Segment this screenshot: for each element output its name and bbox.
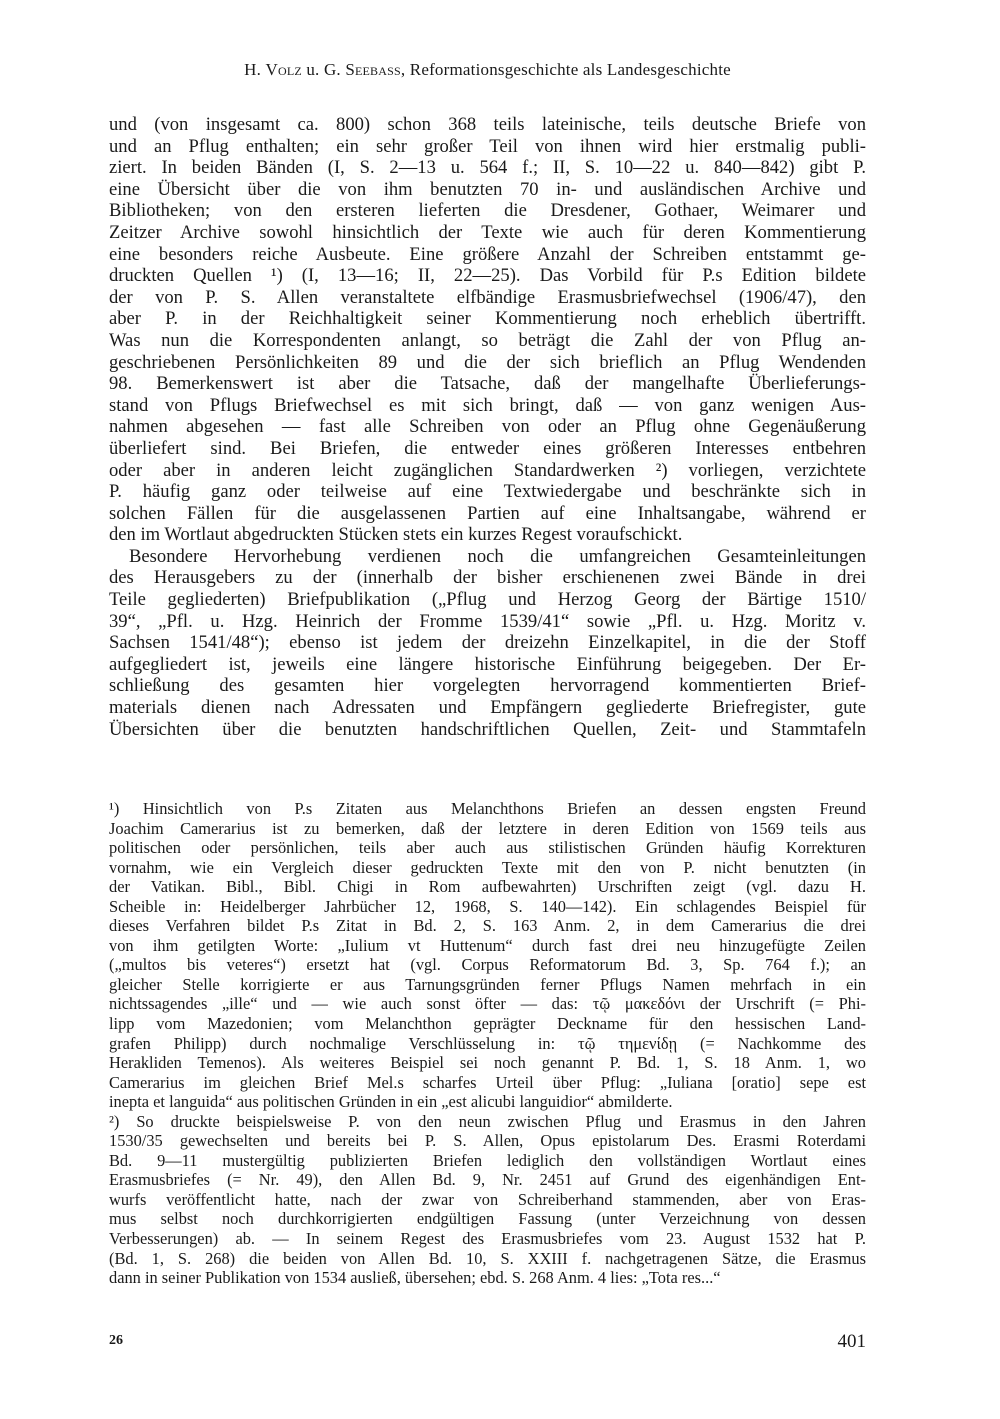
body-line: stand von Pflugs Briefwechsel es mit sich bringt, daß — von ganz wenigen Aus- bbox=[109, 394, 866, 416]
footnote-line: Herakliden Temenos). Als weiteres Beispiel sei noch genannt P. Bd. 1, S. 18 Anm. 1, wo bbox=[109, 1053, 866, 1073]
body-line: Was nun die Korrespondenten anlangt, so beträgt die Zahl der von Pflug an- bbox=[109, 329, 866, 351]
footnote-line: ²) So druckte beispielsweise P. von den neun zwischen Pflug und Erasmus in den Jahren bbox=[109, 1111, 866, 1131]
body-line: materials dienen nach Adressaten und Empfängern gegliederte Briefregister, gute bbox=[109, 697, 866, 719]
footnote-line: gleicher Stelle korrigierte er aus Tarnungsgründen ferner Pflugs Namen mehrfach in ein bbox=[109, 974, 866, 994]
footnote-line: Verbesserungen) ab. — In seinem Regest des Erasmusbriefes vom 23. August 1532 hat P. bbox=[109, 1229, 866, 1249]
body-line: Zeitzer Archive sowohl hinsichtlich der Texte wie auch für deren Kommentierung bbox=[109, 221, 866, 243]
footnote-line: politischen oder persönlichen, teils aber auch aus stilistischen Gründen häufig Korrekturen bbox=[109, 838, 866, 858]
body-line: aber P. in der Reichhaltigkeit seiner Kommentierung noch erheblich übertrifft. bbox=[109, 308, 866, 330]
footnote-line: Erasmusbriefes (= Nr. 49), den Allen Bd. 9, Nr. 2451 auf Grund des eigenhändigen Ent- bbox=[109, 1170, 866, 1190]
page-number: 401 bbox=[837, 1331, 866, 1352]
body-line: ziert. In beiden Bänden (I, S. 2—13 u. 564 f.; II, S. 10—22 u. 840—842) gibt P. bbox=[109, 157, 866, 179]
body-line: den im Wortlaut abgedruckten Stücken stets ein kurzes Regest voraufschickt. bbox=[109, 524, 683, 546]
footnote-line: von ihm getilgten Worte: „Iulium vt Huttenum“ durch fast drei neu hinzugefügte Zeilen bbox=[109, 935, 866, 955]
body-line: aufgegliedert ist, jeweils eine längere historische Einführung beigegeben. Der Er- bbox=[109, 653, 866, 675]
footnote-line: der Vatikan. Bibl., Bibl. Chigi in Rom aufbewahrten) Urschriften zeigt (vgl. dazu H. bbox=[109, 877, 866, 897]
body-line: Übersichten über die benutzten handschriftlichen Quellen, Zeit- und Stammtafeln bbox=[109, 718, 866, 740]
footnote-line: dieses Verfahren bildet P.s Zitat in Bd. 2, S. 163 Anm. 2, in dem Camerarius die drei bbox=[109, 916, 866, 936]
body-line: des Herausgebers zu der (innerhalb der bisher erschienenen zwei Bände in drei bbox=[109, 567, 866, 589]
body-line: 98. Bemerkenswert ist aber die Tatsache, daß der mangelhafte Überlieferungs- bbox=[109, 373, 866, 395]
body-line: druckten Quellen ¹) (I, 13—16; II, 22—25). Das Vorbild für P.s Edition bildete bbox=[109, 265, 866, 287]
footnote-line: Bd. 9—11 mustergültig publizierten Briefen lediglich den vollständigen Wortlaut eines bbox=[109, 1150, 866, 1170]
body-line: Bibliotheken; von den ersteren lieferten die Dresdener, Gothaer, Weimarer und bbox=[109, 200, 866, 222]
body-line: solchen Fällen für die ausgelassenen Partien auf eine Inhaltsangabe, während er bbox=[109, 502, 866, 524]
footnote-line: inepta et languida“ aus politischen Gründen in ein „est alicubi languidior“ abmilderte. bbox=[109, 1092, 673, 1112]
body-line: eine besonders reiche Ausbeute. Eine größere Anzahl der Schreiben entstammt ge- bbox=[109, 243, 866, 265]
footnote-line: mus selbst noch durchkorrigierten endgültigen Fassung (unter Verzeichnung von dessen bbox=[109, 1209, 866, 1229]
footnote-line: vornahm, wie ein Vergleich dieser gedruckten Texte mit den von P. nicht benutzten (in bbox=[109, 857, 866, 877]
body-line: Besondere Hervorhebung verdienen noch die umfangreichen Gesamteinleitungen bbox=[129, 545, 866, 567]
footnote-line: dann in seiner Publikation von 1534 ausließ, übersehen; ebd. S. 268 Anm. 4 lies: „Tota res...“ bbox=[109, 1268, 721, 1288]
body-line: oder aber in anderen leicht zugänglichen Standardwerken ²) vorliegen, verzichtete bbox=[109, 459, 866, 481]
body-line: Sachsen 1541/48“); ebenso ist jedem der dreizehn Einzelkapitel, in die der Stoff bbox=[109, 632, 866, 654]
footnote-line: („multos bis veteres“) ersetzt hat (vgl. Corpus Reformatorum Bd. 3, Sp. 764 f.); an bbox=[109, 955, 866, 975]
body-line: Teile gegliederten) Briefpublikation („Pflug und Herzog Georg der Bärtige 1510/ bbox=[109, 589, 866, 611]
body-line: und an Pflug enthalten; ein sehr großer Teil von ihnen wird hier erstmalig publi- bbox=[109, 135, 866, 157]
footnote-line: Camerarius im gleichen Brief Mel.s scharfes Urteil über Pflug: „Iuliana [oratio] sepe est bbox=[109, 1072, 866, 1092]
running-head: H. Volz u. G. Seebass, Reformationsgeschichte als Landesgeschichte bbox=[244, 60, 731, 79]
body-text bbox=[109, 114, 866, 740]
body-line: 39“, „Pfl. u. Hzg. Heinrich der Fromme 1539/41“ sowie „Pfl. u. Hzg. Moritz v. bbox=[109, 610, 866, 632]
footnote-line: (Bd. 1, S. 268) die beiden von Allen Bd. 10, S. XXIII f. nachgetragenen Sätze, die Erasmus bbox=[109, 1248, 866, 1268]
footnote-line: 1530/35 gewechselten und bereits bei P. S. Allen, Opus epistolarum Des. Erasmi Roterdami bbox=[109, 1131, 866, 1151]
body-line: überliefert sind. Bei Briefen, die entweder eines größeren Interesses entbehren bbox=[109, 437, 866, 459]
body-line: der von P. S. Allen veranstaltete elfbändige Erasmusbriefwechsel (1906/47), den bbox=[109, 286, 866, 308]
footnote-line: lipp vom Mazedonien; vom Melanchthon geprägter Deckname für den hessischen Land- bbox=[109, 1014, 866, 1034]
footnote-line: nichtssagendes „ille“ und — wie auch sonst öfter — das: τῷ μακεδόνι der Urschrift (= Phi- bbox=[109, 994, 866, 1014]
page bbox=[109, 0, 866, 1419]
body-line: eine Übersicht über die von ihm benutzten 70 in- und ausländischen Archive und bbox=[109, 178, 866, 200]
footnotes bbox=[109, 799, 866, 1288]
body-line: geschriebenen Persönlichkeiten 89 und die der sich brieflich an Pflug Wendenden bbox=[109, 351, 866, 373]
footnote-line: Joachim Camerarius ist zu bemerken, daß der letztere in deren Edition von 1569 teils aus bbox=[109, 818, 866, 838]
footnote-line: grafen Philipp) durch nochmalige Verschlüsselung in: τῷ τημενίδῃ (= Nachkomme des bbox=[109, 1033, 866, 1053]
body-line: nahmen abgesehen — fast alle Schreiben von oder an Pflug ohne Gegenäußerung bbox=[109, 416, 866, 438]
body-line: P. häufig ganz oder teilweise auf eine Textwiedergabe und beschränkte sich in bbox=[109, 481, 866, 503]
body-line: und (von insgesamt ca. 800) schon 368 teils lateinische, teils deutsche Briefe von bbox=[109, 114, 866, 135]
footnote-line: ¹) Hinsichtlich von P.s Zitaten aus Melanchthons Briefen an dessen engsten Freund bbox=[109, 799, 866, 818]
footnote-line: Scheible in: Heidelberger Jahrbücher 12, 1968, S. 140—142). Ein schlagendes Beispiel für bbox=[109, 896, 866, 916]
body-line: schließung des gesamten hier vorgelegten hervorragend kommentierten Brief- bbox=[109, 675, 866, 697]
signature-mark: 26 bbox=[109, 1333, 123, 1348]
footnote-line: wurfs veröffentlicht hatte, nach der zwar von Schreiberhand stammenden, aber von Eras- bbox=[109, 1189, 866, 1209]
